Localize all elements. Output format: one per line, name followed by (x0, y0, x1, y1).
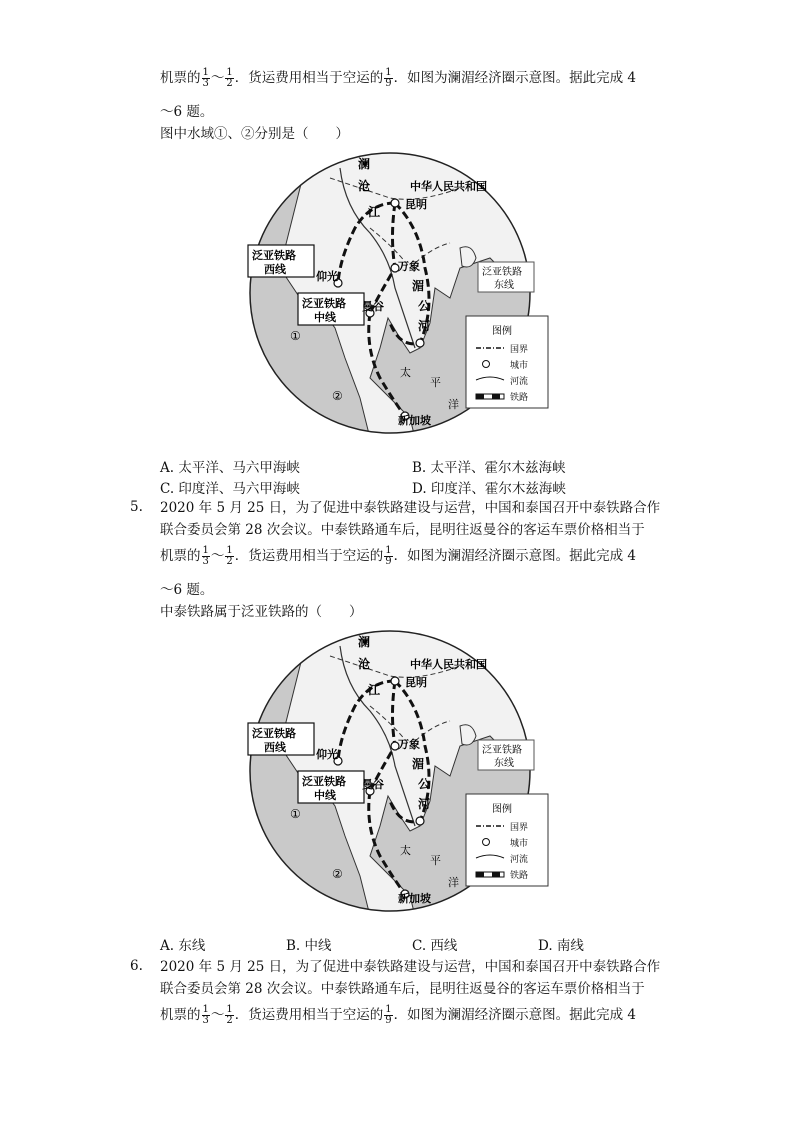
svg-text:②: ② (332, 867, 343, 881)
label-water-2: ② (332, 389, 343, 403)
svg-text:图例: 图例 (492, 326, 512, 337)
q4-option-c[interactable]: C. 印度洋、马六甲海峡 (160, 481, 300, 497)
q6-number: 6. (130, 958, 143, 974)
svg-text:洋: 洋 (448, 876, 459, 889)
q5-option-a[interactable]: A. 东线 (160, 938, 206, 954)
label-water-1: ① (290, 329, 301, 343)
svg-text:泛亚铁路: 泛亚铁路 (482, 745, 522, 756)
svg-text:泛亚铁路: 泛亚铁路 (252, 727, 296, 740)
svg-text:城市: 城市 (510, 839, 529, 849)
svg-text:泛亚铁路: 泛亚铁路 (302, 775, 346, 788)
q5-question: 中泰铁路属于泛亚铁路的（ ） (160, 604, 363, 620)
label-yangon: 仰光 (316, 270, 338, 283)
label-ping: 平 (430, 376, 441, 389)
q5-option-c[interactable]: C. 西线 (412, 938, 458, 954)
svg-text:东线: 东线 (494, 758, 514, 769)
q5-number: 5. (130, 499, 143, 515)
q4-option-d[interactable]: D. 印度洋、霍尔木兹海峡 (412, 481, 566, 497)
fraction-one-ninth: $\frac{1}{9}$ (385, 67, 392, 89)
q5-line4: ～6 题。 (160, 582, 214, 598)
fraction-one-third: $\frac{1}{3}$ (202, 67, 209, 89)
svg-text:澜: 澜 (358, 635, 371, 649)
svg-text:江: 江 (368, 683, 381, 697)
svg-text:昆明: 昆明 (405, 676, 427, 689)
q5-option-b[interactable]: B. 中线 (286, 938, 332, 954)
svg-text:仰光: 仰光 (316, 748, 338, 761)
svg-text:曼谷: 曼谷 (362, 778, 384, 791)
q5-line2: 联合委员会第 28 次会议。中泰铁路通车后，昆明往返曼谷的客运车票价格相当于 (160, 522, 645, 538)
label-china: 中华人民共和国 (410, 180, 487, 193)
svg-text:河流: 河流 (510, 377, 529, 387)
label-mid-box-2: 中线 (314, 311, 336, 324)
fraction-one-half: $\frac{1}{2}$ (226, 67, 233, 89)
q5-line1: 2020 年 5 月 25 日，为了促进中泰铁路建设与运营，中国和泰国召开中泰铁路合作 (160, 500, 661, 516)
label-mekong-3: 河 (418, 319, 431, 333)
label-east-box-2: 东线 (494, 280, 514, 291)
lanmei-map-1 (220, 148, 560, 438)
q5-line3: 机票的 $\frac{1}{3}$ ～ $\frac{1}{2}$ ．货运费用相当于空运的 $\frac{1}{9}$ ．如图为澜湄经济圈示意图。据此完成 4 (160, 545, 637, 567)
svg-text:国界: 国界 (510, 345, 529, 355)
svg-text:河: 河 (418, 797, 431, 811)
label-singapore: 新加坡 (398, 414, 431, 427)
label-vientiane: 万象 (398, 260, 420, 273)
q4-question: 图中水域①、②分别是（ ） (160, 126, 349, 142)
q4-option-a[interactable]: A. 太平洋、马六甲海峡 (160, 460, 300, 476)
svg-text:万象: 万象 (398, 738, 420, 751)
svg-text:太: 太 (400, 844, 411, 857)
svg-text:公: 公 (418, 777, 431, 791)
label-west-box-2: 西线 (264, 263, 286, 276)
label-lancang-3: 江 (368, 205, 381, 219)
q6-line2: 联合委员会第 28 次会议。中泰铁路通车后，昆明往返曼谷的客运车票价格相当于 (160, 981, 645, 997)
svg-text:西线: 西线 (264, 741, 286, 754)
block-a-line2: ～6 题。 (160, 104, 214, 120)
label-west-box-1: 泛亚铁路 (252, 249, 296, 262)
svg-text:城市: 城市 (510, 361, 529, 371)
label-east-box-1: 泛亚铁路 (482, 267, 522, 278)
svg-text:沧: 沧 (358, 657, 371, 671)
svg-text:铁路: 铁路 (510, 871, 529, 881)
map-legend (466, 316, 548, 408)
svg-text:中线: 中线 (314, 789, 336, 802)
svg-text:平: 平 (430, 854, 441, 867)
label-lancang-2: 沧 (358, 179, 371, 193)
label-lancang-1: 澜 (358, 157, 371, 171)
label-yang: 洋 (448, 398, 459, 411)
svg-text:新加坡: 新加坡 (398, 892, 431, 905)
svg-text:中华人民共和国: 中华人民共和国 (410, 658, 487, 671)
svg-text:河流: 河流 (510, 855, 529, 865)
label-mid-box-1: 泛亚铁路 (302, 297, 346, 310)
map-legend-2 (466, 794, 548, 886)
label-bangkok: 曼谷 (362, 300, 384, 313)
q6-line1: 2020 年 5 月 25 日，为了促进中泰铁路建设与运营，中国和泰国召开中泰铁路合作 (160, 959, 661, 975)
svg-text:湄: 湄 (412, 757, 425, 771)
label-tai: 太 (400, 366, 411, 379)
q5-option-d[interactable]: D. 南线 (538, 938, 584, 954)
lanmei-map-2 (220, 626, 560, 916)
svg-text:国界: 国界 (510, 823, 529, 833)
q4-option-b[interactable]: B. 太平洋、霍尔木兹海峡 (412, 460, 566, 476)
q6-line3: 机票的 $\frac{1}{3}$ ～ $\frac{1}{2}$ ．货运费用相当于空运的 $\frac{1}{9}$ ．如图为澜湄经济圈示意图。据此完成 4 (160, 1004, 637, 1026)
svg-text:图例: 图例 (492, 804, 512, 815)
label-mekong-1: 湄 (412, 279, 425, 293)
label-kunming: 昆明 (405, 198, 427, 211)
block-a-line1: 机票的 $\frac{1}{3}$ ～ $\frac{1}{2}$ ．货运费用相当于空运的 $\frac{1}{9}$ ．如图为澜湄经济圈示意图。据此完成 4 (160, 67, 637, 89)
label-mekong-2: 公 (418, 299, 431, 313)
svg-text:铁路: 铁路 (510, 393, 529, 403)
svg-text:①: ① (290, 807, 301, 821)
